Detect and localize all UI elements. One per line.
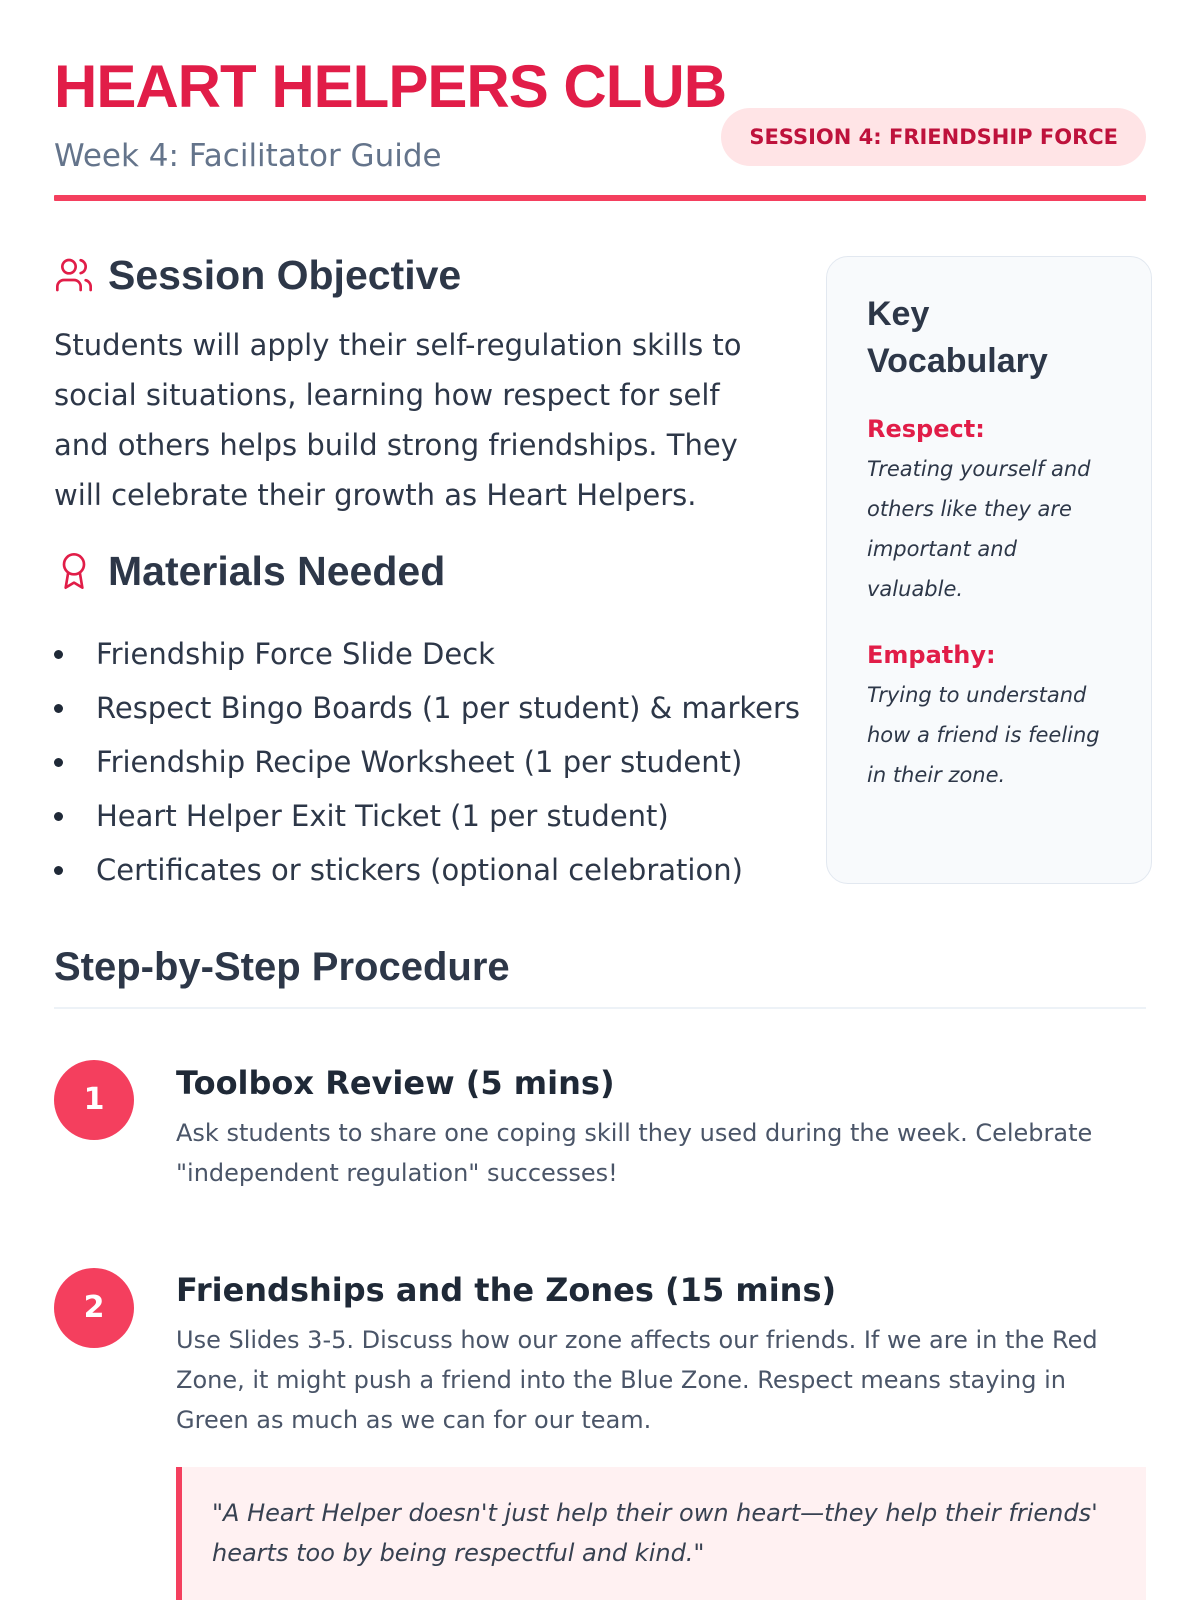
step-number-badge: 1 (54, 1060, 134, 1140)
vocabulary-definition: Treating yourself and others like they are important and valuable. (867, 457, 1091, 601)
materials-heading-text: Materials Needed (108, 548, 446, 594)
page-header (54, 52, 1146, 202)
step-title: Toolbox Review (5 mins) (176, 1064, 615, 1102)
list-item: Friendship Recipe Worksheet (1 per student) (54, 735, 794, 789)
procedure-heading: Step-by-Step Procedure (54, 945, 510, 989)
list-item: Heart Helper Exit Ticket (1 per student) (54, 789, 794, 843)
materials-list (54, 627, 801, 897)
step-title: Friendships and the Zones (15 mins) (176, 1271, 837, 1309)
step-number-badge: 2 (54, 1268, 134, 1348)
session-badge: SESSION 4: FRIENDSHIP FORCE (721, 108, 1146, 166)
materials-heading (54, 546, 445, 596)
procedure-divider (54, 1007, 1146, 1009)
quote-text: "A Heart Helper doesn't just help their own heart—they help their friends' hearts too by being respectful and kind." (212, 1499, 1098, 1567)
page-subtitle: Week 4: Facilitator Guide (54, 138, 442, 174)
key-vocabulary-card (826, 256, 1152, 884)
page-title: HEART HELPERS CLUB (54, 53, 727, 120)
vocabulary-term: Empathy: (867, 641, 996, 669)
objective-heading-text: Session Objective (108, 252, 462, 298)
list-item: Respect Bingo Boards (1 per student) & markers (54, 681, 794, 735)
step-description: Use Slides 3-5. Discuss how our zone affects our friends. If we are in the Red Zone, it might push a friend into the Blue Zone. Respect means staying in Green as much as we can for our team. (176, 1326, 1098, 1434)
list-item: Certificates or stickers (optional celebration) (54, 843, 794, 897)
award-ribbon-icon (54, 551, 94, 591)
vocabulary-definition: Trying to understand how a friend is feeling in their zone. (867, 683, 1100, 787)
objective-text: Students will apply their self-regulation skills to social situations, learning how respect for self and others helps build strong friendships. They will celebrate their growth as Heart Helpers. (54, 328, 742, 512)
users-icon (54, 255, 94, 295)
step-description: Ask students to share one coping skill they used during the week. Celebrate "independent regulation" successes! (176, 1119, 1093, 1187)
step-quote-callout (176, 1467, 1146, 1600)
list-item: Friendship Force Slide Deck (54, 627, 794, 681)
objective-heading (54, 250, 461, 300)
vocabulary-term: Respect: (867, 415, 985, 443)
header-divider (54, 195, 1146, 201)
vocabulary-title: Key Vocabulary (867, 295, 1048, 380)
